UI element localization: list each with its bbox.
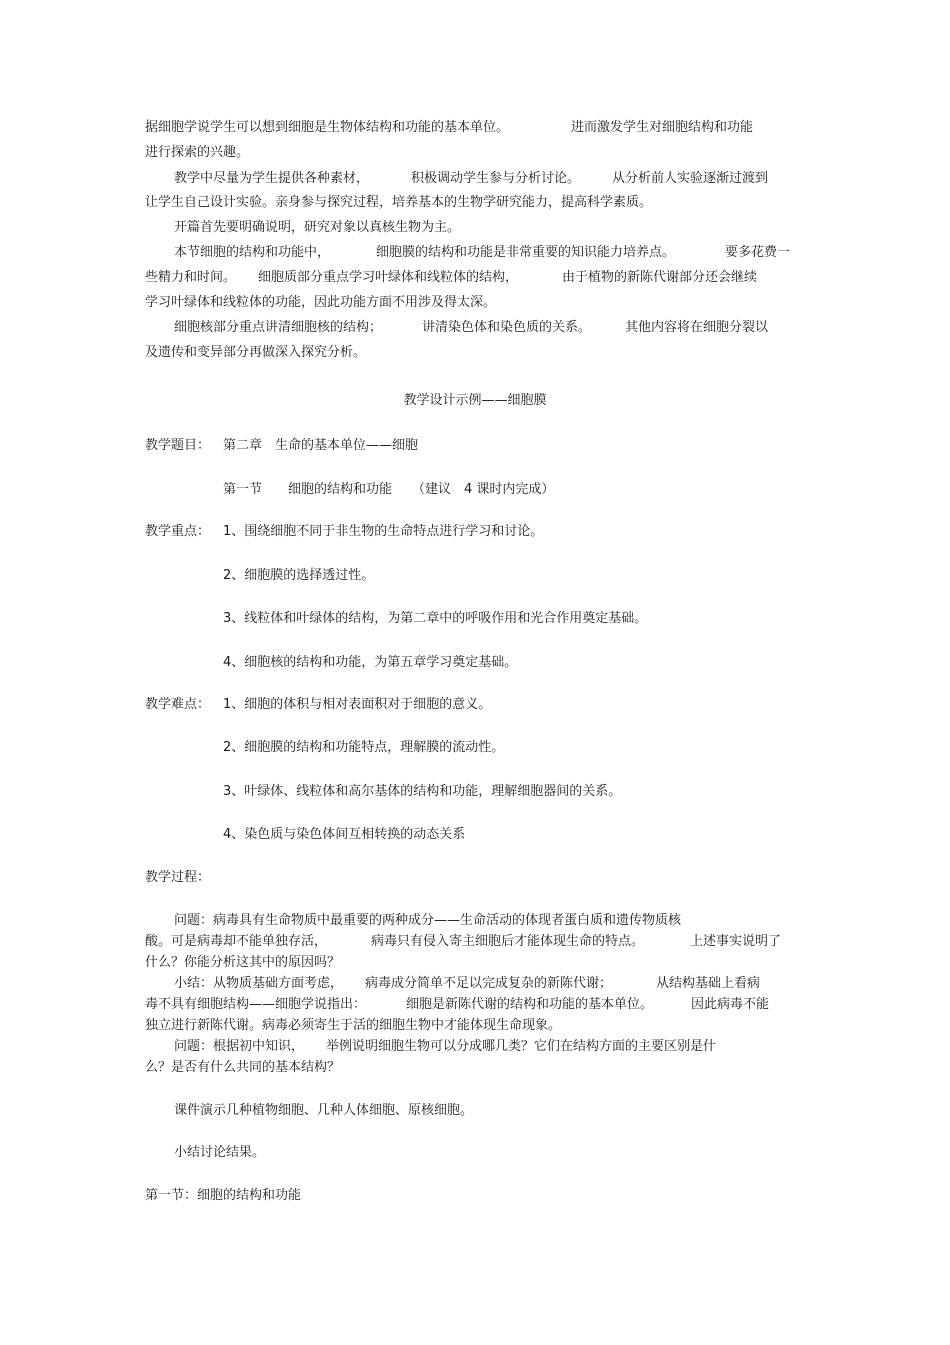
intro-p5-line2: 及遗传和变异部分再做深入探究分析。 xyxy=(145,345,367,360)
question1-line2: 酸。可是病毒却不能单独存活， 病毒只有侵入寄主细胞后才能体现生命的特点。 上述事实说明了 xyxy=(145,934,782,949)
demo-line: 课件演示几种植物细胞、几种人体细胞、原核细胞。 xyxy=(174,1103,474,1118)
topic-chapter: 第二章 生命的基本单位——细胞 xyxy=(223,438,419,453)
difficulty-item: 1、细胞的体积与相对表面积对于细胞的意义。 xyxy=(223,697,492,712)
difficulties-label: 教学难点： xyxy=(145,697,211,712)
summary-discussion: 小结讨论结果。 xyxy=(174,1145,266,1160)
process-label: 教学过程： xyxy=(145,870,211,885)
topic-section: 第一节 细胞的结构和功能 （建议 4 课时内完成） xyxy=(223,482,555,497)
key-point-item: 4、细胞核的结构和功能，为第五章学习奠定基础。 xyxy=(223,655,518,670)
section-heading: 第一节：细胞的结构和功能 xyxy=(145,1188,302,1203)
difficulty-item: 4、染色质与染色体间互相转换的动态关系 xyxy=(223,827,466,842)
question1-line1: 问题：病毒具有生命物质中最重要的两种成分——生命活动的体现者蛋白质和遗传物质核 xyxy=(174,913,682,928)
intro-p3: 开篇首先要明确说明，研究对象以真核生物为主。 xyxy=(174,220,461,235)
key-point-item: 1、围绕细胞不同于非生物的生命特点进行学习和讨论。 xyxy=(223,524,544,539)
intro-p1-line2: 进行探索的兴趣。 xyxy=(145,145,250,160)
key-points-label: 教学重点： xyxy=(145,524,211,539)
topic-label: 教学题目： xyxy=(145,438,211,453)
difficulty-item: 2、细胞膜的结构和功能特点，理解膜的流动性。 xyxy=(223,740,505,755)
intro-p4-line2: 些精力和时间。 细胞质部分重点学习叶绿体和线粒体的结构， 由于植物的新陈代谢部分还会继续 xyxy=(145,270,758,285)
intro-p4-line1: 本节细胞的结构和功能中， 细胞膜的结构和功能是非常重要的知识能力培养点。 要多花费一 xyxy=(174,245,791,260)
summary1-line1: 小结：从物质基础方面考虑， 病毒成分简单不足以完成复杂的新陈代谢； 从结构基础上看病 xyxy=(174,976,761,991)
question1-line3: 什么？你能分析这其中的原因吗？ xyxy=(145,955,341,970)
intro-p2-line2: 让学生自己设计实验。亲身参与探究过程，培养基本的生物学研究能力，提高科学素质。 xyxy=(145,195,653,210)
difficulty-item: 3、叶绿体、线粒体和高尔基体的结构和功能，理解细胞器间的关系。 xyxy=(223,784,622,799)
summary1-line3: 独立进行新陈代谢。病毒必须寄生于活的细胞生物中才能体现生命现象。 xyxy=(145,1018,562,1033)
key-point-item: 2、细胞膜的选择透过性。 xyxy=(223,568,375,583)
summary1-line2: 毒不具有细胞结构——细胞学说指出： 细胞是新陈代谢的结构和功能的基本单位。 因此病毒不能 xyxy=(145,997,770,1012)
intro-p4-line3: 学习叶绿体和线粒体的功能，因此功能方面不用涉及得太深。 xyxy=(145,295,497,310)
key-point-item: 3、线粒体和叶绿体的结构，为第二章中的呼吸作用和光合作用奠定基础。 xyxy=(223,611,648,626)
intro-p2-line1: 教学中尽量为学生提供各种素材， 积极调动学生参与分析讨论。 从分析前人实验逐渐过渡到 xyxy=(174,171,769,186)
intro-p5-line1: 细胞核部分重点讲清细胞核的结构； 讲清染色体和染色质的关系。 其他内容将在细胞分裂以 xyxy=(174,320,769,335)
design-title: 教学设计示例——细胞膜 xyxy=(403,393,547,408)
question2-line2: 么？是否有什么共同的基本结构？ xyxy=(145,1060,341,1075)
intro-p1-line1: 据细胞学说学生可以想到细胞是生物体结构和功能的基本单位。 进而激发学生对细胞结构和功能 xyxy=(145,120,754,135)
question2-line1: 问题：根据初中知识， 举例说明细胞生物可以分成哪几类？它们在结构方面的主要区别是什 xyxy=(174,1039,717,1054)
